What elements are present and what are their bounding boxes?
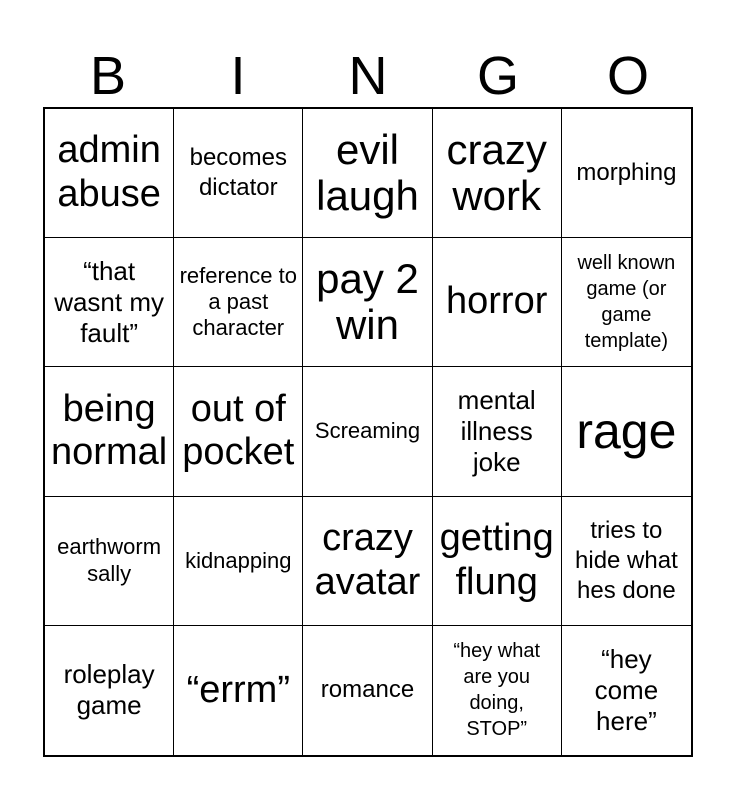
cell-text: earthworm sally xyxy=(57,534,162,586)
bingo-cell[interactable] xyxy=(433,238,562,367)
cell-text: tries to hide what hes done xyxy=(575,516,678,604)
cell-text: “errm” xyxy=(186,668,290,711)
bingo-cell[interactable] xyxy=(303,367,432,496)
bingo-cell[interactable] xyxy=(562,367,691,496)
cell-text: “that wasnt my fault” xyxy=(54,255,164,348)
header-letter-n: N xyxy=(348,46,388,106)
cell-text: evil laugh xyxy=(316,125,419,220)
header-letter-b: B xyxy=(89,46,127,106)
bingo-cell[interactable] xyxy=(45,626,174,755)
bingo-cell[interactable] xyxy=(562,238,691,367)
cell-text: romance xyxy=(320,676,415,704)
cell-text: reference to a past character xyxy=(179,262,297,341)
bingo-cell[interactable] xyxy=(562,497,691,626)
bingo-cell[interactable] xyxy=(174,109,303,238)
cell-text: pay 2 win xyxy=(316,255,419,349)
cell-text: getting flung xyxy=(439,517,554,603)
cell-text: kidnapping xyxy=(185,547,292,573)
bingo-cell[interactable] xyxy=(174,497,303,626)
header-letter-g: G xyxy=(476,46,519,106)
cell-text: being normal xyxy=(51,387,168,474)
bingo-cell[interactable] xyxy=(433,109,562,238)
cell-text: well known game (or game template) xyxy=(577,252,676,353)
header-letter-o: O xyxy=(606,46,649,106)
bingo-cell[interactable] xyxy=(303,626,432,755)
bingo-cell[interactable] xyxy=(174,238,303,367)
cell-text: out of pocket xyxy=(182,387,295,474)
cell-text: crazy work xyxy=(446,125,547,220)
bingo-cell[interactable] xyxy=(45,367,174,496)
cell-text: admin abuse xyxy=(57,129,161,216)
cell-text: crazy avatar xyxy=(314,517,421,603)
bingo-cell[interactable] xyxy=(303,497,432,626)
cell-text: rage xyxy=(576,403,677,460)
cell-text: roleplay game xyxy=(63,659,155,721)
cell-text: morphing xyxy=(576,159,677,187)
bingo-cell[interactable] xyxy=(562,109,691,238)
bingo-header xyxy=(43,44,693,108)
bingo-cell[interactable] xyxy=(433,626,562,755)
cell-text: “hey what are you doing, STOP” xyxy=(453,640,541,741)
bingo-cell[interactable] xyxy=(174,367,303,496)
cell-text: Screaming xyxy=(314,418,421,444)
header-letter-i: I xyxy=(230,46,246,106)
bingo-cell[interactable] xyxy=(303,109,432,238)
bingo-cell[interactable] xyxy=(433,497,562,626)
bingo-cell[interactable] xyxy=(45,109,174,238)
bingo-cell[interactable] xyxy=(303,238,432,367)
cell-text: horror xyxy=(446,280,548,323)
bingo-cell[interactable] xyxy=(433,367,562,496)
cell-text: “hey come here” xyxy=(594,643,659,736)
cell-text: mental illness joke xyxy=(457,384,536,478)
bingo-cell[interactable] xyxy=(174,626,303,755)
bingo-cell[interactable] xyxy=(45,238,174,367)
bingo-cell[interactable] xyxy=(45,497,174,626)
cell-text: becomes dictator xyxy=(189,144,287,202)
bingo-board xyxy=(43,107,693,757)
bingo-cell[interactable] xyxy=(562,626,691,755)
